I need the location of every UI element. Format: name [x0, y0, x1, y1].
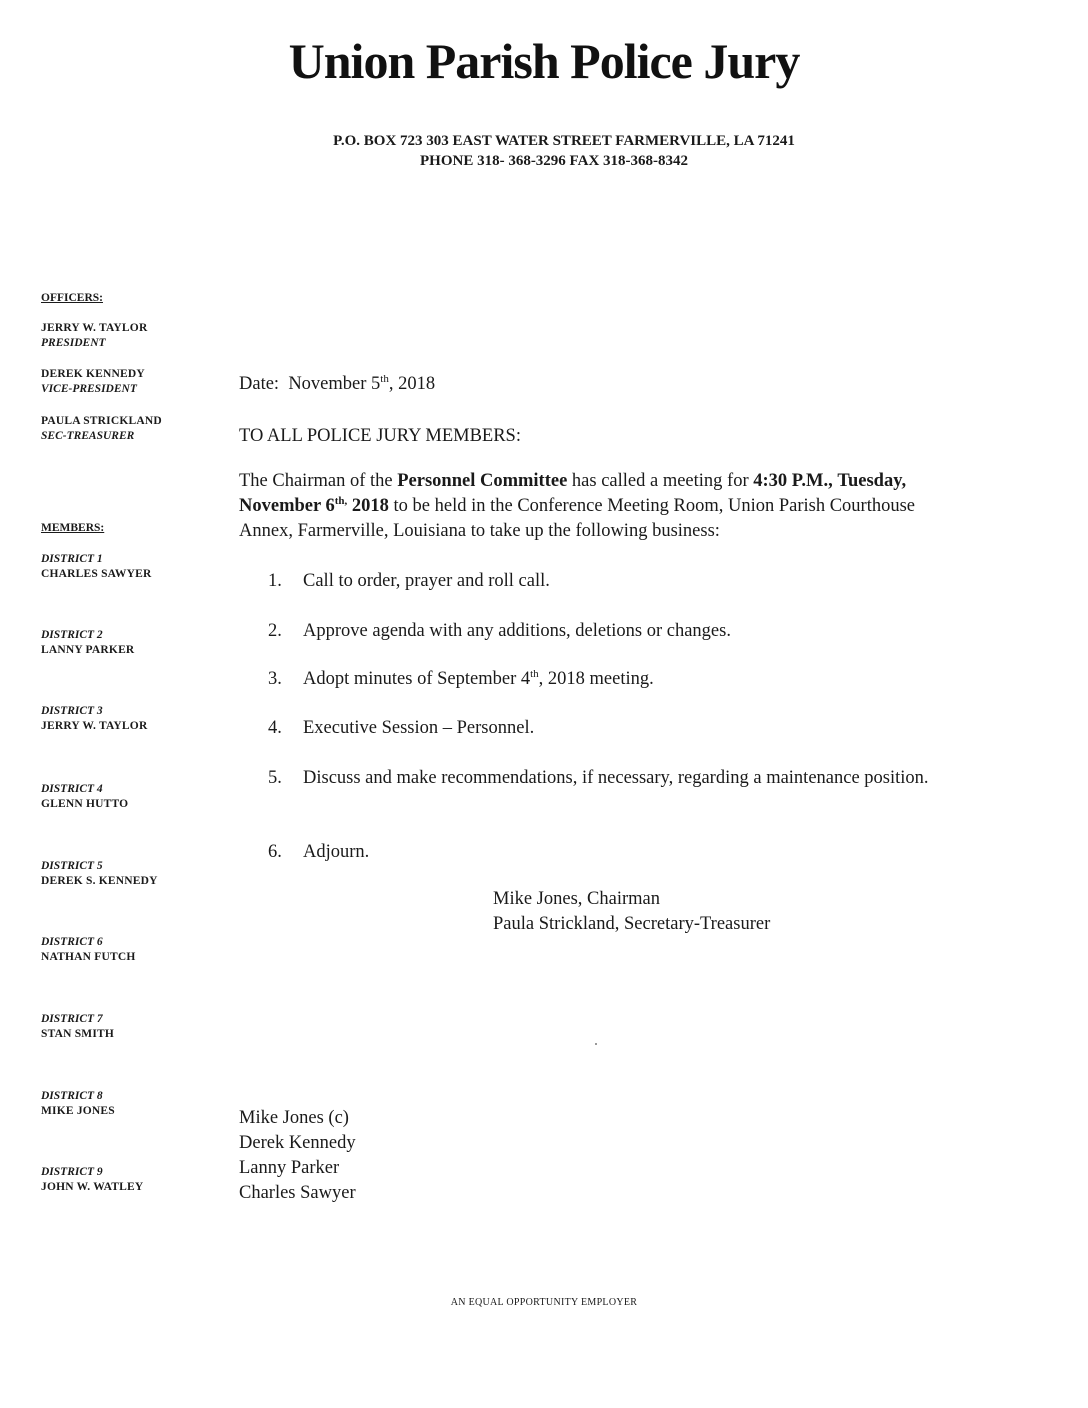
letterhead-address: P.O. BOX 723 303 EAST WATER STREET FARMERVILLE, LA 71241: [333, 133, 795, 149]
member-name: CHARLES SAWYER: [41, 568, 152, 580]
member-name: STAN SMITH: [41, 1028, 115, 1040]
officer-entry: [41, 414, 162, 444]
officer-entry: [41, 367, 145, 397]
member-name: JERRY W. TAYLOR: [41, 720, 148, 732]
agenda-number: 3.: [268, 669, 282, 689]
member-entry: [41, 1089, 115, 1119]
officer-role: VICE-PRESIDENT: [41, 383, 137, 395]
date-year: , 2018: [388, 374, 436, 394]
officer-name: PAULA STRICKLAND: [41, 415, 162, 427]
member-name: JOHN W. WATLEY: [41, 1181, 144, 1193]
member-district: DISTRICT 2: [41, 629, 103, 641]
officer-name: JERRY W. TAYLOR: [41, 322, 148, 334]
member-district: DISTRICT 8: [41, 1090, 103, 1102]
agenda-item: [303, 667, 963, 692]
member-entry: [41, 628, 134, 658]
date-suffix: th: [380, 372, 389, 385]
member-entry: [41, 782, 128, 812]
member-district: DISTRICT 6: [41, 936, 103, 948]
recipient: Charles Sawyer: [239, 1183, 356, 1203]
member-entry: [41, 859, 158, 889]
letterhead-title: Union Parish Police Jury: [288, 33, 800, 89]
member-entry: [41, 935, 136, 965]
agenda-number: 1.: [268, 571, 282, 591]
signoff-chairman: Mike Jones, Chairman: [493, 889, 660, 909]
member-name: DEREK S. KENNEDY: [41, 875, 158, 887]
meeting-time: 4:30 P.M.,: [753, 471, 833, 491]
salutation: TO ALL POLICE JURY MEMBERS:: [239, 426, 521, 446]
member-name: MIKE JONES: [41, 1105, 115, 1117]
meeting-day-suffix: th,: [334, 494, 348, 507]
date-value: November 5: [288, 374, 381, 394]
scan-speck: [595, 1043, 597, 1045]
agenda-number: 6.: [268, 842, 282, 862]
letterhead-phone: PHONE 318- 368-3296 FAX 318-368-8342: [419, 153, 689, 169]
member-district: DISTRICT 4: [41, 783, 103, 795]
member-district: DISTRICT 7: [41, 1013, 103, 1025]
intro-text: The Chairman of the: [239, 471, 398, 491]
letter-date: [239, 372, 435, 397]
member-name: NATHAN FUTCH: [41, 951, 136, 963]
member-name: GLENN HUTTO: [41, 798, 129, 810]
officers-heading: OFFICERS:: [41, 292, 103, 304]
officer-role: PRESIDENT: [41, 337, 106, 349]
agenda-item-text: , 2018 meeting.: [538, 669, 654, 689]
recipient: Mike Jones (c): [239, 1108, 349, 1128]
meeting-day-text: Tuesday, November 6: [239, 471, 907, 516]
committee-name: Personnel Committee: [397, 471, 568, 491]
recipient: Derek Kennedy: [239, 1133, 356, 1153]
officer-entry: [41, 321, 147, 351]
members-heading: MEMBERS:: [41, 522, 105, 534]
member-entry: [41, 704, 147, 734]
agenda-item: Adjourn.: [303, 842, 370, 862]
member-entry: [41, 552, 151, 582]
date-label: Date:: [239, 374, 280, 394]
intro-text: has called a meeting for: [567, 471, 754, 491]
officer-name: DEREK KENNEDY: [41, 368, 145, 380]
agenda-item-suffix: th: [530, 667, 539, 680]
officer-role: SEC-TREASURER: [41, 430, 135, 442]
intro-text: to be held in the Conference Meeting Room, Union Parish Courthouse Annex, Farmerville, Louisiana to take up the following business:: [239, 496, 916, 541]
agenda-item-text: Adopt minutes of September 4: [303, 669, 531, 689]
agenda-item: Executive Session – Personnel.: [303, 718, 535, 738]
member-district: DISTRICT 5: [41, 860, 103, 872]
agenda-item: Approve agenda with any additions, deletions or changes.: [303, 621, 731, 641]
footer-note: AN EQUAL OPPORTUNITY EMPLOYER: [450, 1297, 638, 1308]
member-district: DISTRICT 1: [41, 553, 103, 565]
agenda-number: 5.: [268, 768, 282, 788]
recipients-list: [239, 1106, 356, 1206]
signoff-secretary: Paula Strickland, Secretary-Treasurer: [493, 914, 771, 934]
signoff-block: [493, 887, 770, 937]
member-district: DISTRICT 3: [41, 705, 103, 717]
meeting-day-year: 2018: [347, 496, 389, 516]
agenda-number: 4.: [268, 718, 282, 738]
member-entry: [41, 1012, 114, 1042]
agenda-item: Call to order, prayer and roll call.: [303, 571, 550, 591]
agenda-number: 2.: [268, 621, 282, 641]
member-name: LANNY PARKER: [41, 644, 135, 656]
member-entry: [41, 1165, 143, 1195]
member-district: DISTRICT 9: [41, 1166, 103, 1178]
agenda-item: Discuss and make recommendations, if necessary, regarding a maintenance position.: [303, 768, 929, 788]
intro-paragraph: [239, 469, 969, 544]
recipient: Lanny Parker: [239, 1158, 340, 1178]
